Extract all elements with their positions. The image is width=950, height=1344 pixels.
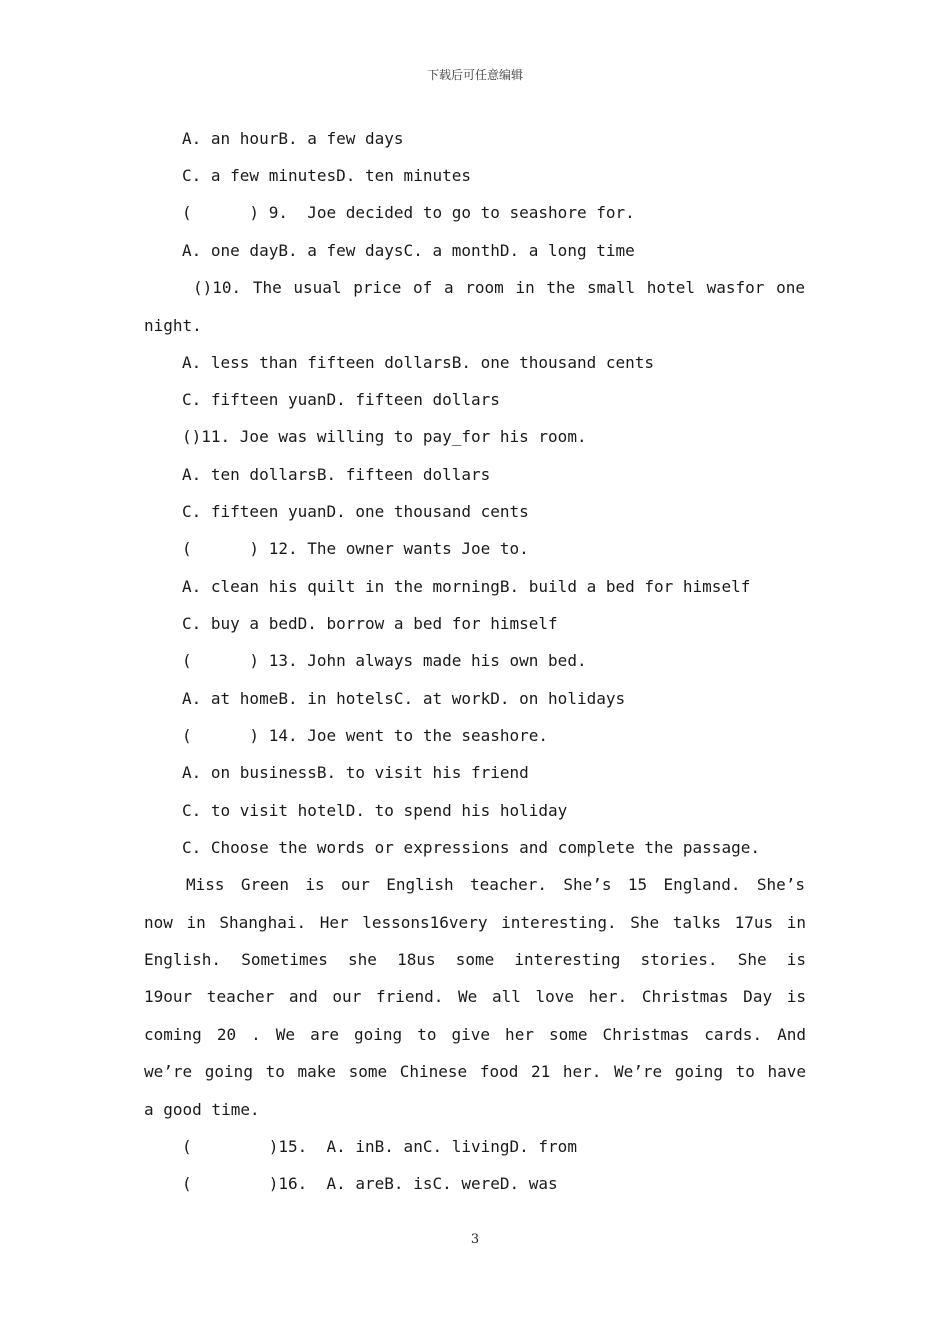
question-line: ( )16. A. areB. isC. wereD. was bbox=[182, 1174, 558, 1193]
passage-line: Miss Green is our English teacher. She’s 15 England. She’s bbox=[186, 875, 805, 894]
question-line: ( ) 12. The owner wants Joe to. bbox=[182, 539, 529, 558]
option-line: A. ten dollarsB. fifteen dollars bbox=[182, 465, 491, 484]
option-line: A. at homeB. in hotelsC. at workD. on holidays bbox=[182, 689, 626, 708]
passage-line: a good time. bbox=[144, 1100, 260, 1119]
option-line: A. on businessB. to visit his friend bbox=[182, 763, 529, 782]
page-number: 3 bbox=[470, 1232, 480, 1247]
question-line: ( )15. A. inB. anC. livingD. from bbox=[182, 1137, 577, 1156]
option-line: C. a few minutesD. ten minutes bbox=[182, 166, 471, 185]
section-heading: C. Choose the words or expressions and complete the passage. bbox=[182, 838, 760, 857]
option-line: A. an hourB. a few days bbox=[182, 129, 404, 148]
passage-line: now in Shanghai. Her lessons16very interesting. She talks 17us in bbox=[144, 913, 806, 932]
passage-line: English. Sometimes she 18us some interesting stories. She is bbox=[144, 950, 806, 969]
option-line: A. one dayB. a few daysC. a monthD. a long time bbox=[182, 241, 635, 260]
option-line: C. to visit hotelD. to spend his holiday bbox=[182, 801, 568, 820]
option-line: C. fifteen yuanD. one thousand cents bbox=[182, 502, 529, 521]
passage-line: coming 20 . We are going to give her some Christmas cards. And bbox=[144, 1025, 806, 1044]
page-header: 下载后可任意编辑 bbox=[426, 68, 523, 82]
question-line: ()10. The usual price of a room in the small hotel wasfor one bbox=[193, 278, 805, 297]
question-line: ( ) 9. Joe decided to go to seashore for. bbox=[182, 203, 635, 222]
passage-line: 19our teacher and our friend. We all love her. Christmas Day is bbox=[144, 987, 806, 1006]
option-line: A. clean his quilt in the morningB. build a bed for himself bbox=[182, 577, 751, 596]
option-line: C. fifteen yuanD. fifteen dollars bbox=[182, 390, 500, 409]
question-line: ()11. Joe was willing to pay_for his room. bbox=[182, 427, 587, 446]
question-line: ( ) 13. John always made his own bed. bbox=[182, 651, 587, 670]
option-line: C. buy a bedD. borrow a bed for himself bbox=[182, 614, 558, 633]
question-line-continued: night. bbox=[144, 316, 202, 335]
question-line: ( ) 14. Joe went to the seashore. bbox=[182, 726, 549, 745]
passage-line: we’re going to make some Chinese food 21 her. We’re going to have bbox=[144, 1062, 806, 1081]
option-line: A. less than fifteen dollarsB. one thousand cents bbox=[182, 353, 655, 372]
